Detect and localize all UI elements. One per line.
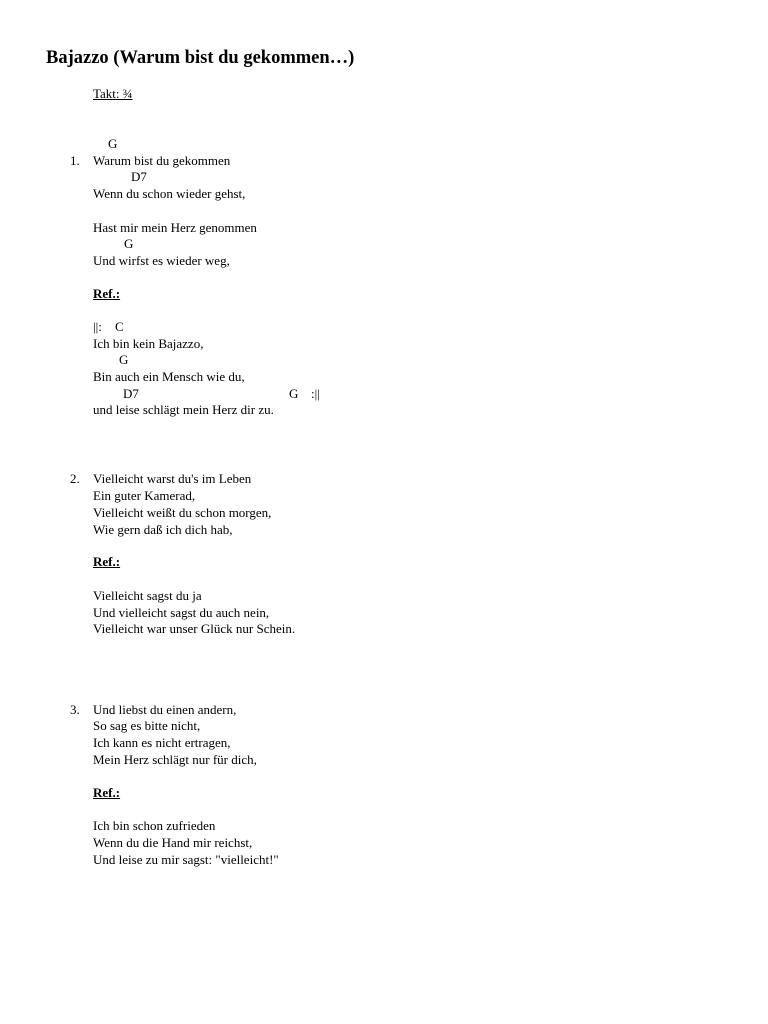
song-title: Bajazzo (Warum bist du gekommen…) xyxy=(46,48,355,68)
verse2-line4: Wie gern daß ich dich hab, xyxy=(93,522,233,537)
refrain-repeat-end: :|| xyxy=(311,386,320,401)
verse3-ref-line1: Ich bin schon zufrieden xyxy=(93,818,216,833)
verse3-line1: Und liebst du einen andern, xyxy=(93,702,237,717)
refrain-label: Ref.: xyxy=(93,286,121,301)
refrain-chord-d7: D7 xyxy=(123,386,139,401)
verse1-chord-g: G xyxy=(108,136,118,151)
verse2-ref-line3: Vielleicht war unser Glück nur Schein. xyxy=(93,621,296,636)
verse1-chord-d7: D7 xyxy=(131,169,147,184)
verse3-number: 3. xyxy=(70,702,80,717)
verse1-number: 1. xyxy=(70,153,80,168)
refrain-line3: und leise schlägt mein Herz dir zu. xyxy=(93,402,274,417)
verse3-line2: So sag es bitte nicht, xyxy=(93,718,201,733)
verse3-ref-line2: Wenn du die Hand mir reichst, xyxy=(93,835,253,850)
refrain-chord-c: C xyxy=(115,319,124,334)
verse3-line4: Mein Herz schlägt nur für dich, xyxy=(93,752,257,767)
verse2-number: 2. xyxy=(70,471,80,486)
verse1-line2: Wenn du schon wieder gehst, xyxy=(93,186,246,201)
verse2-line2: Ein guter Kamerad, xyxy=(93,488,196,503)
verse3-line3: Ich kann es nicht ertragen, xyxy=(93,735,231,750)
refrain-line1: Ich bin kein Bajazzo, xyxy=(93,336,204,351)
verse2-line1: Vielleicht warst du's im Leben xyxy=(93,471,252,486)
refrain-chord-g: G xyxy=(119,352,129,367)
refrain-chord-g2: G xyxy=(289,386,299,401)
verse3-ref-line3: Und leise zu mir sagst: "vielleicht!" xyxy=(93,852,279,867)
verse2-refrain-label: Ref.: xyxy=(93,554,121,569)
verse2-ref-line2: Und vielleicht sagst du auch nein, xyxy=(93,605,270,620)
verse3-refrain-label: Ref.: xyxy=(93,785,121,800)
verse2-line3: Vielleicht weißt du schon morgen, xyxy=(93,505,272,520)
meter-label: Takt: ¾ xyxy=(93,86,133,101)
refrain-repeat-start: ||: xyxy=(93,319,102,334)
verse1-line3: Hast mir mein Herz genommen xyxy=(93,220,257,235)
verse2-ref-line1: Vielleicht sagst du ja xyxy=(93,588,202,603)
verse1-line4: Und wirfst es wieder weg, xyxy=(93,253,230,268)
verse1-line1: Warum bist du gekommen xyxy=(93,153,231,168)
verse1-chord-g2: G xyxy=(124,236,134,251)
refrain-line2: Bin auch ein Mensch wie du, xyxy=(93,369,245,384)
